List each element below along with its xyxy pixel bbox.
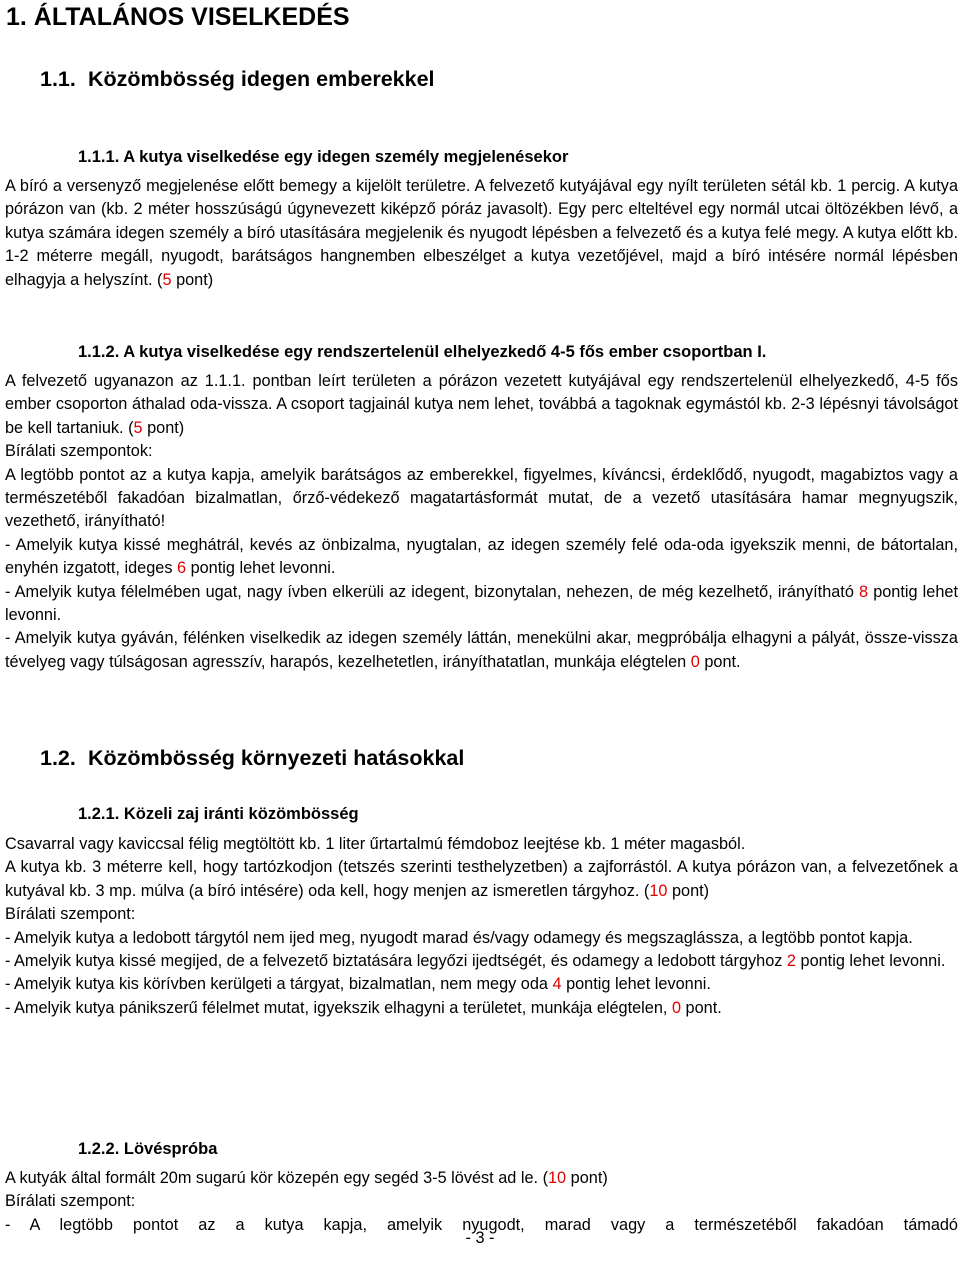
heading-1: 1. ÁLTALÁNOS VISELKEDÉS <box>6 3 350 31</box>
heading-1-1-title: Közömbösség idegen emberekkel <box>88 67 435 91</box>
criteria-item: - Amelyik kutya félelmében ugat, nagy ívben elkerüli az idegent, bizonytalan, nehezen, de még kezelhető, irányítható 8 pontig lehet levonni. <box>5 582 958 625</box>
criteria-item: - Amelyik kutya kissé meghátrál, kevés az önbizalma, nyugtalan, az idegen személy felé oda-oda igyekszik menni, de bátortalan, enyhén izgatott, ideges 6 pontig lehet levonni. <box>5 535 958 578</box>
paragraph: Csavarral vagy kaviccsal félig megtöltött kb. 1 liter űrtartalmú fémdoboz leejtése kb. 1 méter magasból. <box>5 835 746 853</box>
criteria-item: - Amelyik kutya kissé megijed, de a felvezető biztatására legyőzi ijedtségét, és odamegy a ledobott tárgyhoz 2 pontig lehet levonni. <box>5 952 946 971</box>
points-value: 0 <box>690 652 700 671</box>
heading-1-2-2: 1.2.2. Lövéspróba <box>78 1140 218 1158</box>
paragraph: A bíró a versenyző megjelenése előtt bemegy a kijelölt területre. A felvezető kutyájával egy nyílt területen sétál kb. 1 percig. A kutya pórázon van (kb. 2 méter hosszúságú úgynevezett kiképző póráz javasolt). Egy perc elteltével egy normál utcai öltözékben lévő, a kutya számára idegen személy a bíró utasítására megjelenik és nyugodt lépésben a felvezető és a kutya felé megy. A kutya előtt kb. 1-2 méterre megáll, nyugodt, barátságos hangnemben elbeszélget a kutya vezetőjével, majd a bíró intésére normál lépésben elhagyja a helyszínt. (5 pont) <box>5 177 958 289</box>
points-value: 0 <box>671 998 682 1017</box>
points-value: 8 <box>859 582 869 601</box>
criteria-item: - Amelyik kutya a ledobott tárgytól nem ijed meg, nyugodt marad és/vagy odamegy és megszaglássza, a legtöbb pontot kapja. <box>5 928 913 947</box>
criteria-label: Bírálati szempontok: <box>5 442 153 461</box>
points-value: 2 <box>786 952 796 971</box>
criteria-label: Bírálati szempont: <box>5 1192 136 1211</box>
heading-1-1-1: 1.1.1. A kutya viselkedése egy idegen személy megjelenésekor <box>78 148 569 166</box>
heading-1-1-number: 1.1. <box>40 67 76 91</box>
section-1-1-2-body <box>5 370 958 674</box>
points-value: 5 <box>133 418 143 437</box>
points-value: 10 <box>649 881 668 900</box>
heading-1-2-title: Közömbösség környezeti hatásokkal <box>88 746 465 770</box>
page-number: - 3 - <box>465 1229 495 1247</box>
criteria-item: - Amelyik kutya kis körívben kerülgeti a tárgyat, bizalmatlan, nem megy oda 4 pontig lehet levonni. <box>5 975 711 994</box>
heading-1-2-1: 1.2.1. Közeli zaj iránti közömbösség <box>78 805 359 823</box>
criteria-item: - Amelyik kutya pánikszerű félelmet mutat, igyekszik elhagyni a területet, munkája elégtelen, 0 pont. <box>5 998 722 1017</box>
section-1-1-1-body <box>5 175 958 292</box>
points-value: 10 <box>548 1169 567 1187</box>
criteria-item: - A legtöbb pontot az a kutya kapja, amelyik nyugodt, marad vagy a természetéből fakadóan támadó <box>5 1215 958 1234</box>
heading-1-2-number: 1.2. <box>40 746 76 770</box>
criteria-item: A legtöbb pontot az a kutya kapja, amelyik barátságos az emberekkel, figyelmes, kíváncsi, érdeklődő, nyugodt, magabiztos vagy a természetéből fakadóan bizalmatlan, őrző-védekező magatartásformát mutat, de a vezető utasítására hamar megnyugszik, vezethető, irányítható! <box>5 465 958 531</box>
points-value: 5 <box>162 270 172 289</box>
heading-1-1 <box>40 66 435 92</box>
heading-1-2 <box>40 745 464 771</box>
paragraph: A felvezető ugyanazon az 1.1.1. pontban leírt területen a pórázon vezetett kutyájával egy rendszertelenül elhelyezkedő, 4-5 fős ember csoporton áthalad oda-vissza. A csoport tagjainál kutya nem lehet, továbbá a tagoknak egymástól kb. 2-3 lépésnyi távolságot be kell tartaniuk. (5 pont) <box>5 372 958 437</box>
criteria-label: Bírálati szempont: <box>5 905 136 924</box>
paragraph: A kutyák által formált 20m sugarú kör közepén egy segéd 3-5 lövést ad le. (10 pont) <box>5 1169 608 1187</box>
criteria-item: - Amelyik kutya gyáván, félénken viselkedik az idegen személy láttán, menekülni akar, megpróbálja elhagyni a pályát, össze-vissza tévelyeg vagy túlságosan agresszív, harapós, kezelhetetlen, irányíthatatlan, munkája elégtelen 0 pont. <box>5 629 958 671</box>
points-value: 4 <box>552 975 562 994</box>
points-value: 6 <box>176 559 187 578</box>
paragraph: A kutya kb. 3 méterre kell, hogy tartózkodjon (tetszés szerinti testhelyzetben) a zajforrástól. A kutya pórázon van, a felvezetőnek a kutyával kb. 3 mp. múlva (a bíró intésére) oda kell, hogy menjen az ismeretlen tárgyhoz. (10 pont) <box>5 858 958 900</box>
heading-1-1-2: 1.1.2. A kutya viselkedése egy rendszertelenül elhelyezkedő 4-5 fős ember csoportban I. <box>78 343 767 361</box>
section-1-2-1-body <box>5 833 958 1020</box>
